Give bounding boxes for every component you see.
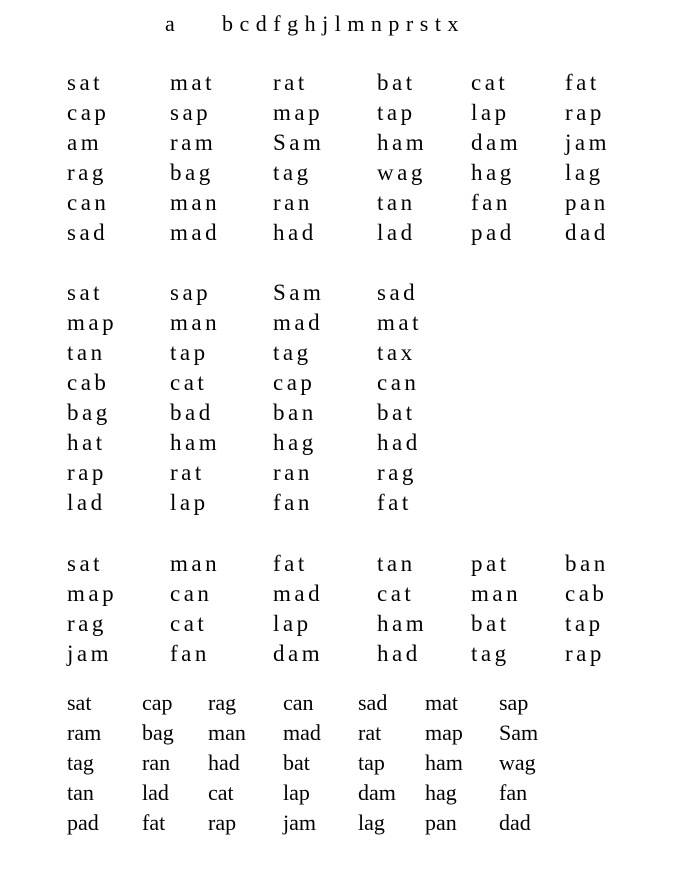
word-cell: tag <box>67 750 94 775</box>
word-cell: lag <box>358 810 385 835</box>
word-cell: fan <box>170 641 210 666</box>
word-cell: lap <box>273 611 312 636</box>
word-grid-section-1 <box>0 68 689 248</box>
word-grid-section-2 <box>0 278 689 518</box>
word-cell: map <box>273 100 324 125</box>
word-cell: cat <box>170 370 208 395</box>
word-cell: had <box>377 641 421 666</box>
word-cell: tag <box>273 160 312 185</box>
word-cell: lap <box>471 100 510 125</box>
word-cell: dam <box>273 641 324 666</box>
word-cell: hag <box>425 780 457 805</box>
word-row <box>0 308 689 338</box>
word-cell: am <box>67 130 103 155</box>
word-cell: ham <box>377 611 428 636</box>
word-cell: man <box>208 720 246 745</box>
word-row <box>0 338 689 368</box>
word-cell: bag <box>67 400 111 425</box>
word-cell: fat <box>565 70 600 95</box>
word-cell: ham <box>377 130 428 155</box>
word-row <box>0 458 689 488</box>
word-cell: sat <box>67 280 104 305</box>
word-cell: man <box>170 310 221 335</box>
word-cell: mad <box>273 581 324 606</box>
word-cell: fan <box>499 780 528 805</box>
word-cell: Sam <box>273 130 325 155</box>
word-row <box>0 158 689 188</box>
word-row <box>0 579 689 609</box>
word-cell: tap <box>377 100 416 125</box>
vowel-letter: a <box>165 11 175 36</box>
word-cell: mat <box>170 70 215 95</box>
word-cell: mad <box>273 310 324 335</box>
word-row <box>0 428 689 458</box>
word-cell: hag <box>273 430 317 455</box>
word-row <box>0 549 689 579</box>
word-cell: can <box>67 190 110 215</box>
word-cell: rat <box>170 460 205 485</box>
word-cell: sad <box>67 220 109 245</box>
word-cell: ban <box>273 400 317 425</box>
word-row <box>0 808 689 838</box>
word-row <box>0 188 689 218</box>
word-cell: bat <box>283 750 310 775</box>
word-cell: tag <box>471 641 510 666</box>
word-cell: had <box>208 750 240 775</box>
word-cell: bag <box>142 720 174 745</box>
word-cell: rag <box>67 611 107 636</box>
word-cell: ran <box>273 190 313 215</box>
word-cell: map <box>67 310 118 335</box>
word-cell: can <box>170 581 213 606</box>
word-cell: cap <box>67 100 110 125</box>
consonant-letters: b c d f g h j l m n p r s t x <box>222 11 459 36</box>
word-cell: bat <box>377 400 416 425</box>
word-cell: jam <box>565 130 610 155</box>
word-row <box>0 128 689 158</box>
word-cell: can <box>377 370 420 395</box>
word-cell: rat <box>273 70 308 95</box>
word-cell: mat <box>425 690 458 715</box>
word-row <box>0 609 689 639</box>
word-cell: tap <box>358 750 385 775</box>
word-grid-section-3 <box>0 549 689 669</box>
word-cell: rag <box>208 690 237 715</box>
word-row <box>0 98 689 128</box>
word-cell: mad <box>283 720 321 745</box>
word-cell: pat <box>471 551 510 576</box>
word-cell: tan <box>377 190 416 215</box>
word-cell: ran <box>273 460 313 485</box>
word-cell: rat <box>358 720 382 745</box>
word-cell: cat <box>170 611 208 636</box>
word-cell: man <box>471 581 522 606</box>
word-cell: cap <box>142 690 173 715</box>
word-row <box>0 368 689 398</box>
word-row <box>0 68 689 98</box>
word-cell: Sam <box>499 720 539 745</box>
word-cell: dad <box>499 810 531 835</box>
word-cell: wag <box>499 750 536 775</box>
word-cell: fat <box>273 551 308 576</box>
word-cell: lap <box>170 490 209 515</box>
word-cell: ban <box>565 551 609 576</box>
word-cell: can <box>283 690 314 715</box>
word-cell: cat <box>471 70 509 95</box>
word-row <box>0 778 689 808</box>
word-cell: bag <box>170 160 214 185</box>
word-cell: tap <box>565 611 604 636</box>
word-cell: lag <box>565 160 604 185</box>
word-cell: dam <box>471 130 522 155</box>
word-cell: pan <box>425 810 457 835</box>
word-grid-section-4 <box>0 688 689 838</box>
word-cell: lad <box>142 780 169 805</box>
word-cell: ram <box>67 720 102 745</box>
word-cell: man <box>170 190 221 215</box>
word-cell: jam <box>67 641 112 666</box>
word-cell: Sam <box>273 280 325 305</box>
word-cell: map <box>67 581 118 606</box>
word-cell: tag <box>273 340 312 365</box>
word-cell: jam <box>283 810 316 835</box>
word-row <box>0 688 689 718</box>
word-cell: tap <box>170 340 209 365</box>
word-cell: rap <box>565 641 605 666</box>
word-cell: sap <box>170 100 212 125</box>
word-cell: cab <box>67 370 110 395</box>
word-cell: pan <box>565 190 609 215</box>
word-cell: hag <box>471 160 515 185</box>
word-cell: sat <box>67 551 104 576</box>
word-row <box>0 639 689 669</box>
word-cell: sad <box>377 280 419 305</box>
word-cell: tax <box>377 340 416 365</box>
word-cell: tan <box>67 780 94 805</box>
word-row <box>0 748 689 778</box>
word-cell: bat <box>377 70 416 95</box>
word-cell: cab <box>565 581 608 606</box>
word-cell: fan <box>471 190 511 215</box>
word-cell: ham <box>425 750 463 775</box>
word-row <box>0 218 689 248</box>
word-cell: sat <box>67 690 92 715</box>
word-cell: had <box>377 430 421 455</box>
letter-header <box>0 10 689 38</box>
word-cell: map <box>425 720 463 745</box>
word-cell: pad <box>471 220 515 245</box>
word-cell: cat <box>377 581 415 606</box>
word-cell: bad <box>170 400 214 425</box>
word-cell: hat <box>67 430 106 455</box>
word-cell: fat <box>142 810 166 835</box>
word-cell: sap <box>170 280 212 305</box>
word-cell: pad <box>67 810 99 835</box>
word-cell: rap <box>208 810 237 835</box>
word-cell: wag <box>377 160 426 185</box>
word-cell: dam <box>358 780 396 805</box>
word-cell: ham <box>170 430 221 455</box>
word-row <box>0 718 689 748</box>
word-cell: rap <box>67 460 107 485</box>
word-cell: had <box>273 220 317 245</box>
word-cell: lad <box>377 220 416 245</box>
word-cell: sap <box>499 690 529 715</box>
word-row <box>0 278 689 308</box>
word-cell: lap <box>283 780 310 805</box>
word-cell: fat <box>377 490 412 515</box>
word-cell: man <box>170 551 221 576</box>
word-row <box>0 488 689 518</box>
word-cell: cap <box>273 370 316 395</box>
word-cell: tan <box>67 340 106 365</box>
word-row <box>0 398 689 428</box>
word-cell: rag <box>67 160 107 185</box>
word-cell: sat <box>67 70 104 95</box>
word-cell: tan <box>377 551 416 576</box>
word-cell: fan <box>273 490 313 515</box>
word-cell: ram <box>170 130 217 155</box>
word-cell: bat <box>471 611 510 636</box>
word-cell: mad <box>170 220 221 245</box>
word-cell: rap <box>565 100 605 125</box>
word-cell: rag <box>377 460 417 485</box>
word-cell: cat <box>208 780 234 805</box>
word-cell: ran <box>142 750 171 775</box>
word-cell: mat <box>377 310 422 335</box>
word-cell: lad <box>67 490 106 515</box>
word-cell: sad <box>358 690 388 715</box>
word-cell: dad <box>565 220 609 245</box>
